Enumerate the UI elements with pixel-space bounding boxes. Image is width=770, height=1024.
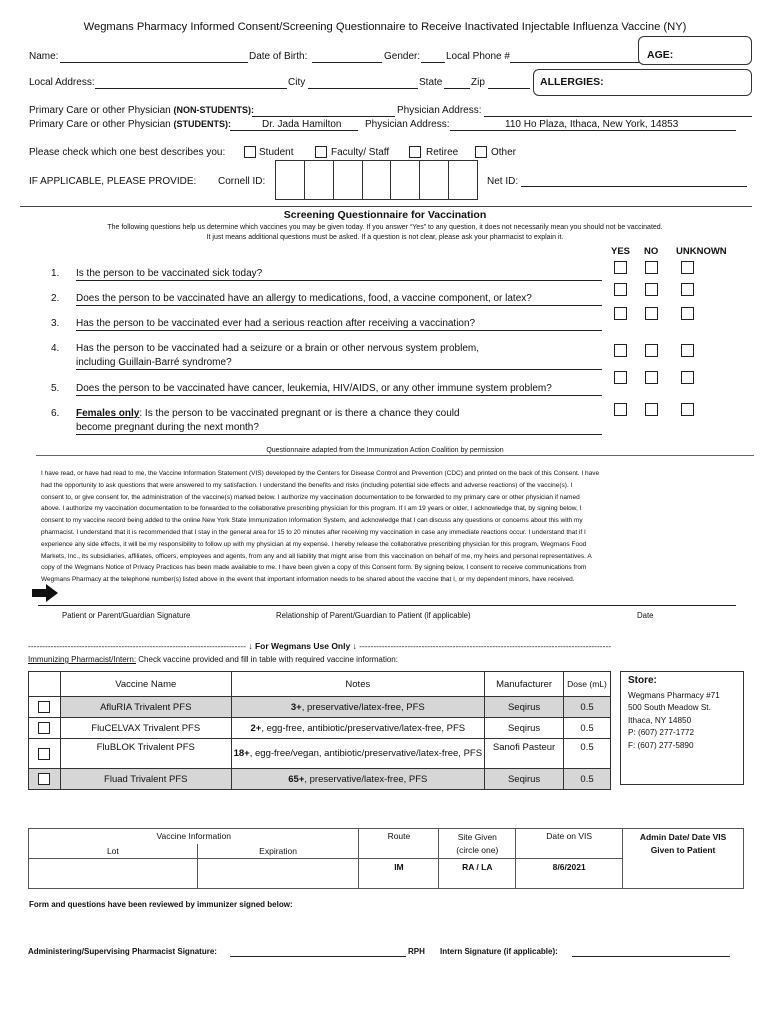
vaccine-checkbox[interactable] [29, 739, 61, 769]
vaccine-table [28, 671, 611, 790]
reviewed-note: Form and questions have been reviewed by immunizer signed below: [29, 900, 293, 909]
other-checkbox[interactable] [475, 146, 487, 158]
consent-paragraph: I have read, or have had read to me, the Vaccine Information Statement (VIS) developed by the Centers for Disease Control and Prevention (CDC) and printed on the back of this Consent. I have had the opportunity to ask questions that were answered to my satisfaction. I understand the benefits and risks (including potential side effects and adverse reactions) of the vaccine(s). I consent to, or give consent for, the administration of the vaccine(s) marked below. I authorize my vaccination documentation to be forwarded to my primary care or other physician if named above. I authorize my vaccination documentation to be forwarded to the collaborative prescribing physician for this program. If I am 19 years or older, I acknowledge that, by signing below, I consent to my vaccine record being added to the online New York State Immunization Information System, and acknowledge that I can discuss any questions or concerns about this with my pharmacist. I understand that it is recommended that I stay in the general area for 15 to 20 minutes after receiving my vaccination in case any immediate reactions occur. I understand that if I experience any side effects, it will be my responsibility to follow up with my physician at my expense. I hereby release the collaborative prescribing physician for this program, Wegmans Food Markets, Inc., its subsidiaries, affiliates, officers, employees and agents, from any and all liability that might arise from this vaccination on behalf of me, my heirs and personal representatives. A copy of the Wegmans Notice of Privacy Practices has been made available to me. I have been given a copy of this Consent form. By signing below, I consent to receive communications from Wegmans Pharmacy at the telephone number(s) listed above in the event that important information needs to be shared about the vaccine that I, or my dependent minors, have received. [41, 470, 600, 584]
question-underline [76, 330, 602, 331]
q3-unknown-checkbox[interactable] [681, 307, 694, 320]
vaccine-notes: 3+, preservative/latex-free, PFS [231, 697, 485, 718]
adapted-divider [36, 455, 754, 456]
question-underline [76, 369, 602, 370]
rph-label: RPH [408, 947, 425, 956]
vaccine-info-table [28, 828, 744, 889]
route-header: Route [359, 829, 439, 859]
q5-yes-checkbox[interactable] [614, 371, 627, 384]
q1-unknown-checkbox[interactable] [681, 261, 694, 274]
q4-no-checkbox[interactable] [645, 344, 658, 357]
section-divider-top [20, 206, 752, 207]
vaccine-manufacturer: Seqirus [485, 769, 564, 790]
date-vis-value: 8/6/2021 [516, 859, 623, 889]
col-no: NO [644, 246, 659, 257]
vaccine-notes: 18+, egg-free/vegan, antibiotic/preservative/latex-free, PFS [231, 739, 485, 769]
question-number: 6. [51, 408, 60, 419]
question-text-line2: including Guillain-Barré syndrome? [76, 357, 232, 368]
vaccine-dose: 0.5 [564, 697, 611, 718]
other-option: Other [491, 147, 517, 158]
question-number: 2. [51, 293, 60, 304]
address-input[interactable] [95, 88, 287, 89]
question-underline [76, 395, 602, 396]
q4-yes-checkbox[interactable] [614, 344, 627, 357]
question-text: Has the person to be vaccinated ever had a serious reaction after receiving a vaccination? [76, 318, 476, 329]
state-input[interactable] [444, 88, 470, 89]
physician-address-input[interactable] [484, 116, 752, 117]
vaccine-info-header: Vaccine Information [29, 829, 359, 844]
office-instructions: Immunizing Pharmacist/Intern: Check vaccine provided and fill in table with required vaccine information: [28, 655, 398, 664]
city-input[interactable] [308, 88, 418, 89]
q5-no-checkbox[interactable] [645, 371, 658, 384]
student-physician-address: 110 Ho Plaza, Ithaca, New York, 14853 [505, 119, 679, 130]
age-box[interactable] [638, 36, 752, 65]
pharmacist-signature-input[interactable] [230, 956, 406, 957]
faculty-option: Faculty/ Staff [331, 147, 390, 158]
question-underline [76, 280, 602, 281]
q2-unknown-checkbox[interactable] [681, 283, 694, 296]
describe-label: Please check which one best describes you: [29, 147, 226, 158]
student-checkbox[interactable] [244, 146, 256, 158]
pcp-nonstudent-input[interactable] [252, 116, 395, 117]
lot-header: Lot [29, 844, 198, 859]
pharmacist-signature-label: Administering/Supervising Pharmacist Signature: [28, 947, 217, 956]
dob-input[interactable] [312, 62, 382, 63]
dob-label: Date of Birth: [249, 51, 308, 62]
date-vis-header: Date on VIS [516, 829, 623, 859]
net-id-label: Net ID: [487, 176, 519, 187]
q6-no-checkbox[interactable] [645, 403, 658, 416]
retiree-option: Retiree [426, 147, 459, 158]
page-title: Wegmans Pharmacy Informed Consent/Screening Questionnaire to Receive Inactivated Injectable Influenza Vaccine (NY) [83, 21, 687, 33]
student-physician-name: Dr. Jada Hamilton [262, 119, 342, 130]
question-number: 4. [51, 343, 60, 354]
question-text: Females only: Is the person to be vaccinated pregnant or is there a chance they could [76, 408, 460, 419]
student-option: Student [259, 147, 294, 158]
faculty-checkbox[interactable] [315, 146, 327, 158]
intern-signature-input[interactable] [572, 956, 730, 957]
q1-no-checkbox[interactable] [645, 261, 658, 274]
signature-line[interactable] [38, 605, 736, 606]
vaccine-manufacturer: Seqirus [485, 697, 564, 718]
vaccine-dose: 0.5 [564, 718, 611, 739]
pcp-student-label: Primary Care or other Physician (STUDENTS): [29, 119, 231, 130]
vaccine-checkbox[interactable] [29, 697, 61, 718]
question-text: Is the person to be vaccinated sick today? [76, 268, 263, 279]
state-label: State [419, 77, 443, 88]
dose-header: Dose (mL) [564, 672, 611, 697]
gender-label: Gender: [384, 51, 421, 62]
vaccine-name: Fluad Trivalent PFS [60, 769, 231, 790]
q6-unknown-checkbox[interactable] [681, 403, 694, 416]
question-number: 3. [51, 318, 60, 329]
allergies-box[interactable] [533, 69, 752, 96]
q4-unknown-checkbox[interactable] [681, 344, 694, 357]
question-number: 1. [51, 268, 60, 279]
q1-yes-checkbox[interactable] [614, 261, 627, 274]
adapted-note: Questionnaire adapted from the Immunization Action Coalition by permission [266, 447, 504, 454]
city-label: City [288, 77, 306, 88]
zip-label: Zip [471, 77, 485, 88]
site-header: Site Given (circle one) [439, 829, 516, 859]
phone-input[interactable] [510, 62, 640, 63]
vaccine-dose: 0.5 [564, 739, 611, 769]
question-text: Does the person to be vaccinated have cancer, leukemia, HIV/AIDS, or any other immune system problem? [76, 383, 552, 394]
q3-no-checkbox[interactable] [645, 307, 658, 320]
table-row [29, 769, 611, 790]
vaccine-manufacturer: Sanofi Pasteur [485, 739, 564, 769]
table-row [29, 697, 611, 718]
name-label: Name: [29, 51, 59, 62]
table-row [29, 739, 611, 769]
manufacturer-header: Manufacturer [485, 672, 564, 697]
table-row [29, 718, 611, 739]
physician-address2-label: Physician Address: [365, 119, 450, 130]
col-yes: YES [611, 246, 631, 257]
question-text: Has the person to be vaccinated had a seizure or a brain or other nervous system problem, [76, 343, 479, 354]
screening-intro-1: The following questions help us determine which vaccines you may be given today. If you answer “Yes” to any question, it does not necessarily mean you should not be vaccinated. [107, 224, 663, 231]
vaccine-table-header [29, 672, 611, 697]
expiration-header: Expiration [197, 844, 359, 859]
pcp-nonstudent-label: Primary Care or other Physician (NON-STUDENTS): [29, 105, 254, 116]
q6-yes-checkbox[interactable] [614, 403, 627, 416]
physician-address2-input[interactable] [450, 130, 736, 131]
intern-signature-label: Intern Signature (if applicable): [440, 947, 558, 956]
screening-intro-2: It just means additional questions must be asked. If a question is not clear, please ask your pharmacist to explain it. [206, 234, 564, 241]
lot-input[interactable] [29, 859, 198, 889]
notes-header: Notes [231, 672, 485, 697]
cornell-id-label: Cornell ID: [218, 176, 266, 187]
question-underline [76, 434, 602, 435]
vaccine-notes: 2+, egg-free, antibiotic/preservative/latex-free, PFS [231, 718, 485, 739]
vaccine-checkbox[interactable] [29, 769, 61, 790]
name-input[interactable] [60, 62, 248, 63]
net-id-input[interactable] [521, 186, 747, 187]
store-box [620, 671, 744, 785]
route-value: IM [359, 859, 439, 889]
vaccine-manufacturer: Seqirus [485, 718, 564, 739]
zip-input[interactable] [488, 88, 530, 89]
q3-yes-checkbox[interactable] [614, 307, 627, 320]
vaccine-notes: 65+, preservative/latex-free, PFS [231, 769, 485, 790]
site-value[interactable]: RA / LA [439, 859, 516, 889]
vaccine-dose: 0.5 [564, 769, 611, 790]
retiree-checkbox[interactable] [409, 146, 421, 158]
vaccine-name: FluCELVAX Trivalent PFS [60, 718, 231, 739]
age-label: AGE: [647, 49, 674, 61]
allergies-label: ALLERGIES: [540, 76, 604, 88]
expiration-input[interactable] [197, 859, 359, 889]
question-underline [76, 305, 602, 306]
store-address: Wegmans Pharmacy #71 500 South Meadow St. Ithaca, NY 14850 P: (607) 277-1772 F: (607) 277-5890 [628, 691, 720, 750]
gender-input[interactable] [421, 62, 445, 63]
store-title: Store: [628, 675, 657, 686]
question-text-line2: become pregnant during the next month? [76, 422, 259, 433]
question-text: Does the person to be vaccinated have an allergy to medications, food, a vaccine component, or latex? [76, 293, 532, 304]
vaccine-checkbox[interactable] [29, 718, 61, 739]
q5-unknown-checkbox[interactable] [681, 371, 694, 384]
phone-label: Local Phone # [446, 51, 510, 62]
admin-date-header: Admin Date/ Date VIS Given to Patient [623, 829, 744, 889]
vaccine-name: FluBLOK Trivalent PFS [60, 739, 231, 769]
physician-address-label: Physician Address: [397, 105, 482, 116]
q2-yes-checkbox[interactable] [614, 283, 627, 296]
pcp-student-input[interactable] [230, 130, 358, 131]
q2-no-checkbox[interactable] [645, 283, 658, 296]
if-applicable-label: IF APPLICABLE, PLEASE PROVIDE: [29, 176, 197, 187]
screening-heading: Screening Questionnaire for Vaccination [283, 209, 487, 221]
vaccine-name: AfluRIA Trivalent PFS [60, 697, 231, 718]
arrow-right-icon [32, 584, 58, 602]
question-number: 5. [51, 383, 60, 394]
address-label: Local Address: [29, 77, 95, 88]
patient-signature-label: Patient or Parent/Guardian Signature [62, 611, 191, 620]
vaccine-name-header: Vaccine Name [60, 672, 231, 697]
date-label: Date [637, 611, 654, 620]
cornell-id-boxes[interactable] [275, 160, 478, 200]
col-unknown: UNKNOWN [676, 246, 727, 257]
relationship-label: Relationship of Parent/Guardian to Patient (if applicable) [276, 611, 471, 620]
office-use-divider: ----------------------------------------------------------------------------- ↓ For Wegmans Use Only ↓ ----------------------------------------------------------------------------------------- [28, 641, 612, 651]
